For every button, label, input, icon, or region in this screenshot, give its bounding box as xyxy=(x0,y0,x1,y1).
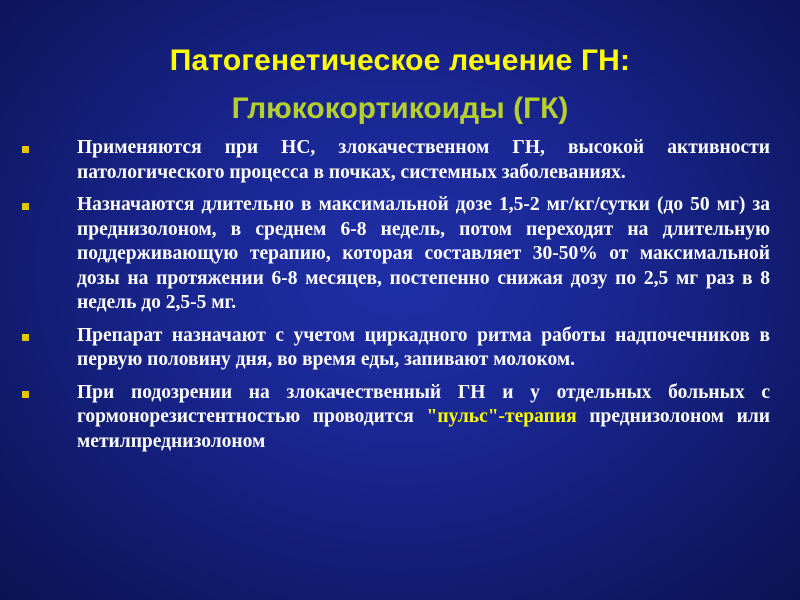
bullet-text xyxy=(77,381,770,455)
bullet-list xyxy=(0,136,800,462)
square-bullet-icon xyxy=(22,334,29,341)
bullet-text: Применяются при НС, злокачественном ГН, высокой активности патологического процесса в почках, системных заболеваниях. xyxy=(77,137,770,183)
bullet-text-part: При подозрении на злокачественный ГН и у отдельных больных с гормонорезистентностью проводится xyxy=(77,381,770,427)
pulse-therapy-highlight: "пульс"-терапия xyxy=(426,406,577,427)
slide-subtitle: Глюкокортикоиды (ГК) xyxy=(231,92,569,125)
square-bullet-icon xyxy=(22,391,29,398)
bullet-item-dosage xyxy=(0,193,800,316)
bullet-text: Препарат назначают с учетом циркадного ритма работы надпочечников в первую половину дня, во время еды, запивают молоком. xyxy=(77,324,770,370)
square-bullet-icon xyxy=(22,203,29,210)
square-bullet-icon xyxy=(22,146,29,153)
bullet-text: Назначаются длительно в максимальной дозе 1,5-2 мг/кг/сутки (до 50 мг) за преднизолоном, в среднем 6-8 недель, потом переходят на длительную поддерживающую терапию, которая составляет 30-50% от максимальной дозы на протяжении 6-8 месяцев, постепенно снижая дозу по 2,5 мг раз в 8 недель до 2,5-5 мг. xyxy=(77,194,770,313)
bullet-item-indications xyxy=(0,136,800,185)
bullet-text-part: преднизолоном или метилпреднизолоном xyxy=(77,406,770,452)
slide-title: Патогенетическое лечение ГН: xyxy=(169,44,631,77)
bullet-item-pulse-therapy xyxy=(0,381,800,455)
bullet-item-circadian xyxy=(0,324,800,373)
